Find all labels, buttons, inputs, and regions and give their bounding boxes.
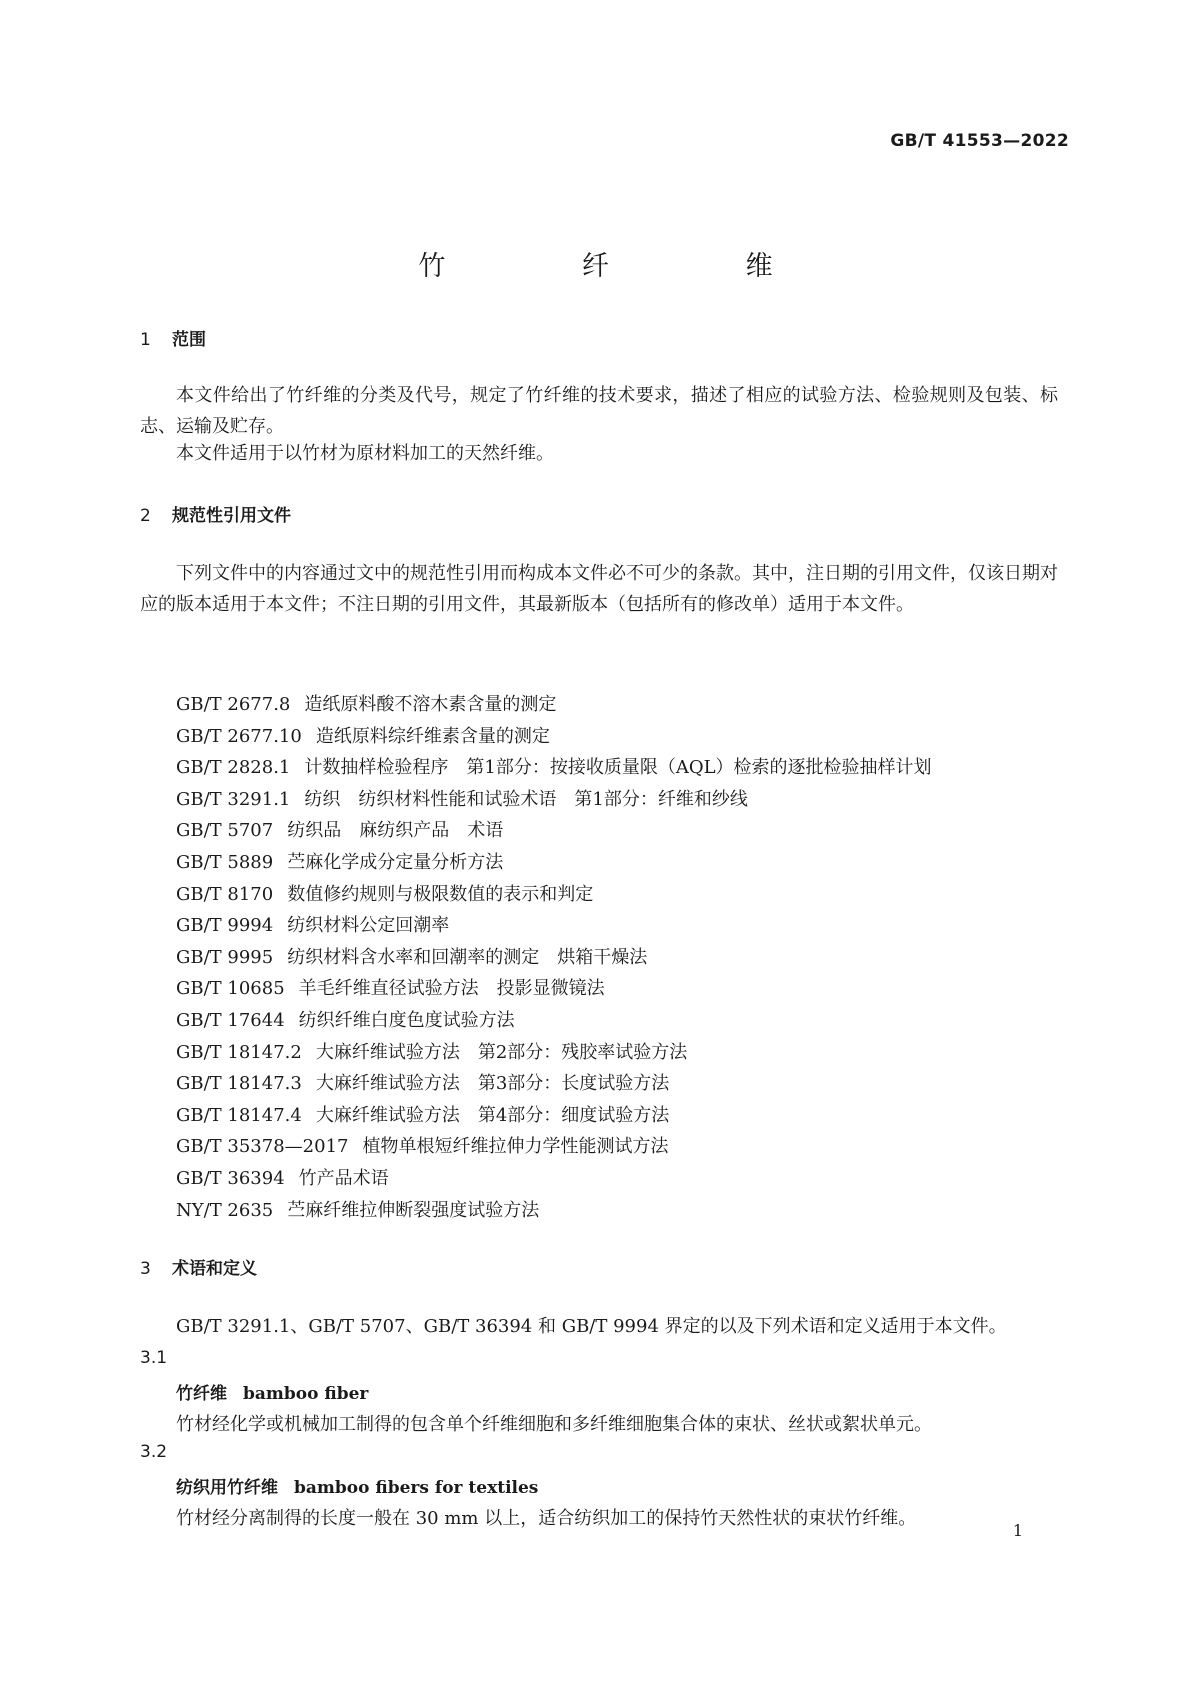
reference-item [176,1005,932,1037]
reference-code: GB/T 10685 [176,978,285,1000]
reference-title: 苎麻化学成分定量分析方法 [287,851,504,873]
reference-item [176,973,932,1005]
reference-item [176,1163,932,1195]
reference-item [176,815,932,847]
reference-item [176,784,932,816]
reference-code: GB/T 17644 [176,1009,285,1031]
reference-code: GB/T 18147.2 [176,1041,302,1063]
reference-code: GB/T 9995 [176,946,274,968]
reference-code: GB/T 2677.10 [176,725,302,747]
reference-title: 植物单根短纤维拉伸力学性能测试方法 [362,1136,669,1158]
reference-item [176,1100,932,1132]
reference-item [176,879,932,911]
section-title: 术语和定义 [172,1259,257,1279]
reference-item [176,752,932,784]
reference-title: 数值修约规则与极限数值的表示和判定 [287,883,594,905]
term-chinese: 竹纤维 [176,1384,227,1404]
reference-code: GB/T 3291.1 [176,788,291,810]
reference-item [176,1068,932,1100]
section-2-heading [140,501,291,526]
reference-title: 纺织品 麻纺织产品 术语 [287,820,504,842]
reference-code: GB/T 35378—2017 [176,1136,349,1158]
paragraph: 本文件适用于以竹材为原材料加工的天然纤维。 [176,443,554,464]
reference-title: 计数抽样检验程序 第1部分：按接收质量限（AQL）检索的逐批检验抽样计划 [304,757,932,779]
section-number: 1 [140,330,151,350]
paragraph: GB/T 3291.1、GB/T 5707、GB/T 36394 和 GB/T 9994 界定的以及下列术语和定义适用于本文件。 [176,1316,1007,1337]
reference-code: GB/T 18147.4 [176,1104,302,1126]
term-heading [176,1473,538,1498]
term-english: bamboo fiber [243,1384,369,1404]
term-definition: 竹材经分离制得的长度一般在 30 mm 以上，适合纺织加工的保持竹天然性状的束状竹纤维。 [176,1508,917,1529]
term-number: 3.1 [140,1348,168,1368]
reference-title: 苎麻纤维拉伸断裂强度试验方法 [287,1199,540,1221]
document-title: 竹 纤 维 [418,251,837,282]
reference-item [176,1037,932,1069]
section-number: 2 [140,506,151,526]
section-3-heading [140,1254,257,1279]
reference-title: 羊毛纤维直径试验方法 投影显微镜法 [298,978,605,1000]
reference-item [176,721,932,753]
reference-item [176,942,932,974]
paragraph: 本文件给出了竹纤维的分类及代号，规定了竹纤维的技术要求，描述了相应的试验方法、检验规则及包装、标志、运输及贮存。 [140,385,1058,437]
standard-code: GB/T 41553—2022 [890,131,1069,151]
section-1-heading [140,325,206,350]
reference-item [176,847,932,879]
reference-item [176,910,932,942]
term-chinese: 纺织用竹纤维 [176,1478,278,1498]
paragraph: 下列文件中的内容通过文中的规范性引用而构成本文件必不可少的条款。其中，注日期的引用文件，仅该日期对应的版本适用于本文件；不注日期的引用文件，其最新版本（包括所有的修改单）适用于本文件。 [140,563,1058,615]
reference-title: 纺织纤维白度色度试验方法 [298,1009,515,1031]
reference-title: 纺织材料公定回潮率 [287,915,450,937]
reference-title: 纺织材料含水率和回潮率的测定 烘箱干燥法 [287,946,648,968]
reference-code: GB/T 18147.3 [176,1073,302,1095]
reference-code: GB/T 5707 [176,820,274,842]
reference-title: 造纸原料酸不溶木素含量的测定 [304,694,557,715]
section-title: 范围 [172,330,206,350]
reference-item [176,689,932,721]
reference-title: 大麻纤维试验方法 第3部分：长度试验方法 [315,1073,670,1095]
reference-code: GB/T 36394 [176,1167,285,1189]
reference-code: GB/T 8170 [176,883,274,905]
page-number: 1 [1012,1521,1023,1540]
reference-item [176,1131,932,1163]
reference-list [176,689,932,1226]
reference-title: 大麻纤维试验方法 第2部分：残胶率试验方法 [315,1041,688,1063]
reference-title: 竹产品术语 [298,1167,389,1189]
term-number: 3.2 [140,1442,168,1462]
reference-code: GB/T 5889 [176,851,274,873]
reference-item [176,1195,932,1227]
reference-code: NY/T 2635 [176,1199,274,1221]
section-number: 3 [140,1259,151,1279]
term-definition: 竹材经化学或机械加工制得的包含单个纤维细胞和多纤维细胞集合体的束状、丝状或絮状单元。 [176,1414,932,1435]
reference-title: 大麻纤维试验方法 第4部分：细度试验方法 [315,1104,670,1126]
reference-title: 纺织 纺织材料性能和试验术语 第1部分：纤维和纱线 [304,788,748,810]
term-heading [176,1379,368,1404]
reference-code: GB/T 9994 [176,915,274,937]
reference-code: GB/T 2677.8 [176,694,291,715]
section-title: 规范性引用文件 [172,506,291,526]
reference-code: GB/T 2828.1 [176,757,291,779]
reference-title: 造纸原料综纤维素含量的测定 [315,725,550,747]
term-english: bamboo fibers for textiles [294,1478,539,1498]
